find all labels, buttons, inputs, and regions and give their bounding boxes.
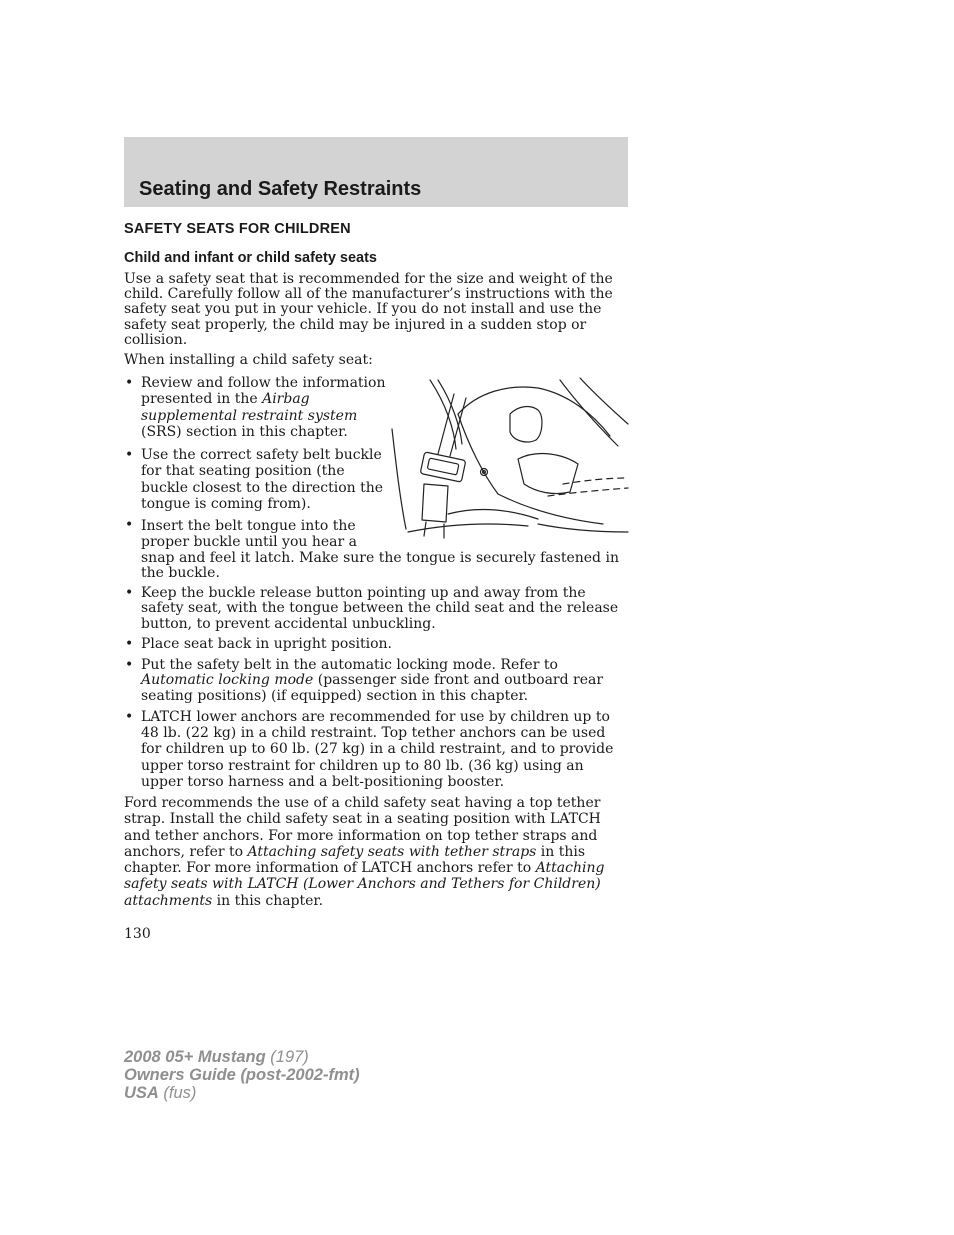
bullet-mark: • <box>125 447 134 463</box>
bullet-correct-buckle <box>124 447 386 512</box>
intro-paragraph: Use a safety seat that is recommended for the size and weight of the child. Carefully follow all of the manufacturer’s instructions with the safety seat you put in your vehicle. If you do not install and use the safety seat properly, the child may be injured in a sudden stop or collision. <box>124 271 613 348</box>
paragraph-text: in this chapter. <box>212 892 324 909</box>
bullet-mark: • <box>125 585 134 601</box>
bullet-mark: • <box>125 657 134 673</box>
bullet-mark: • <box>125 375 134 391</box>
bullet-text-line: Insert the belt tongue into the <box>141 518 356 534</box>
bullet-text: snap and feel it latch. Make sure the tongue is securely fastened in the buckle. <box>141 549 619 581</box>
footer-guide-line <box>124 1066 360 1084</box>
locking-mode-reference: Automatic locking mode <box>141 672 314 689</box>
bullet-text: Place seat back in upright position. <box>141 636 392 652</box>
bullet-automatic-locking <box>124 658 628 704</box>
paragraph-text: Ford recommends the use of a child safety seat having a top tether strap. Install the child safety seat in a seating position with LATCH and tether anchors. For more information on top tether straps and anchors, refer to <box>124 795 601 860</box>
footer-model: 2008 05+ Mustang <box>124 1048 266 1066</box>
footer-model-line <box>124 1048 360 1066</box>
bullet-text-line: proper buckle until you hear a <box>141 534 357 551</box>
closing-paragraph <box>124 795 628 909</box>
bullet-text: Use the correct safety belt buckle for that seating position (the buckle closest to the direction the tongue is coming from). <box>141 447 384 512</box>
footer-guide: Owners Guide (post-2002-fmt) <box>124 1066 360 1084</box>
page-number: 130 <box>124 926 151 942</box>
subsection-heading: Child and infant or child safety seats <box>124 250 377 266</box>
bullet-latch-limits <box>124 709 628 790</box>
bullet-mark: • <box>125 636 134 652</box>
bullet-text: Keep the buckle release button pointing up and away from the safety seat, with the tongue between the child seat and the release button, to prevent accidental unbuckling. <box>141 585 619 632</box>
footer-market-code: (fus) <box>158 1084 197 1102</box>
bullet-text: (SRS) section in this chapter. <box>141 423 348 440</box>
paragraph-text: in this chapter. For more information of LATCH anchors refer to <box>124 843 586 877</box>
chapter-title: Seating and Safety Restraints <box>139 178 422 200</box>
bullet-mark: • <box>125 709 134 725</box>
footer-model-code: (197) <box>265 1048 309 1066</box>
bullet-review-srs <box>124 375 386 440</box>
footer-market: USA <box>124 1084 159 1102</box>
bullet-text: Put the safety belt in the automatic locking mode. Refer to <box>141 657 558 673</box>
intro-lead-in: When installing a child safety seat: <box>124 352 373 368</box>
footer-market-line <box>124 1084 360 1102</box>
bullet-mark: • <box>125 517 134 533</box>
document-footer <box>124 1048 360 1102</box>
bullet-seat-upright <box>124 637 628 652</box>
tether-straps-reference: Attaching safety seats with tether straps <box>247 843 537 860</box>
bullet-text: Review and follow the information presented in the <box>141 375 386 408</box>
latch-attachments-reference: Attaching safety seats with LATCH (Lower Anchors and Tethers for Children) attachments <box>124 860 605 909</box>
section-heading: SAFETY SEATS FOR CHILDREN <box>124 221 351 237</box>
bullet-text: LATCH lower anchors are recommended for use by children up to 48 lb. (22 kg) in a child restraint. Top tether anchors can be used for children up to 60 lb. (27 kg) in a child restraint, and to provide upper torso restraint for children up to 80 lb. (36 kg) using an upper torso harness and a belt-positioning booster. <box>141 709 614 790</box>
bullet-text: (passenger side front and outboard rear seating positions) (if equipped) section in this chapter. <box>141 672 604 704</box>
bullet-release-button <box>124 586 628 632</box>
srs-reference: Airbag supplemental restraint system <box>141 391 358 424</box>
buckle-illustration <box>388 374 630 544</box>
